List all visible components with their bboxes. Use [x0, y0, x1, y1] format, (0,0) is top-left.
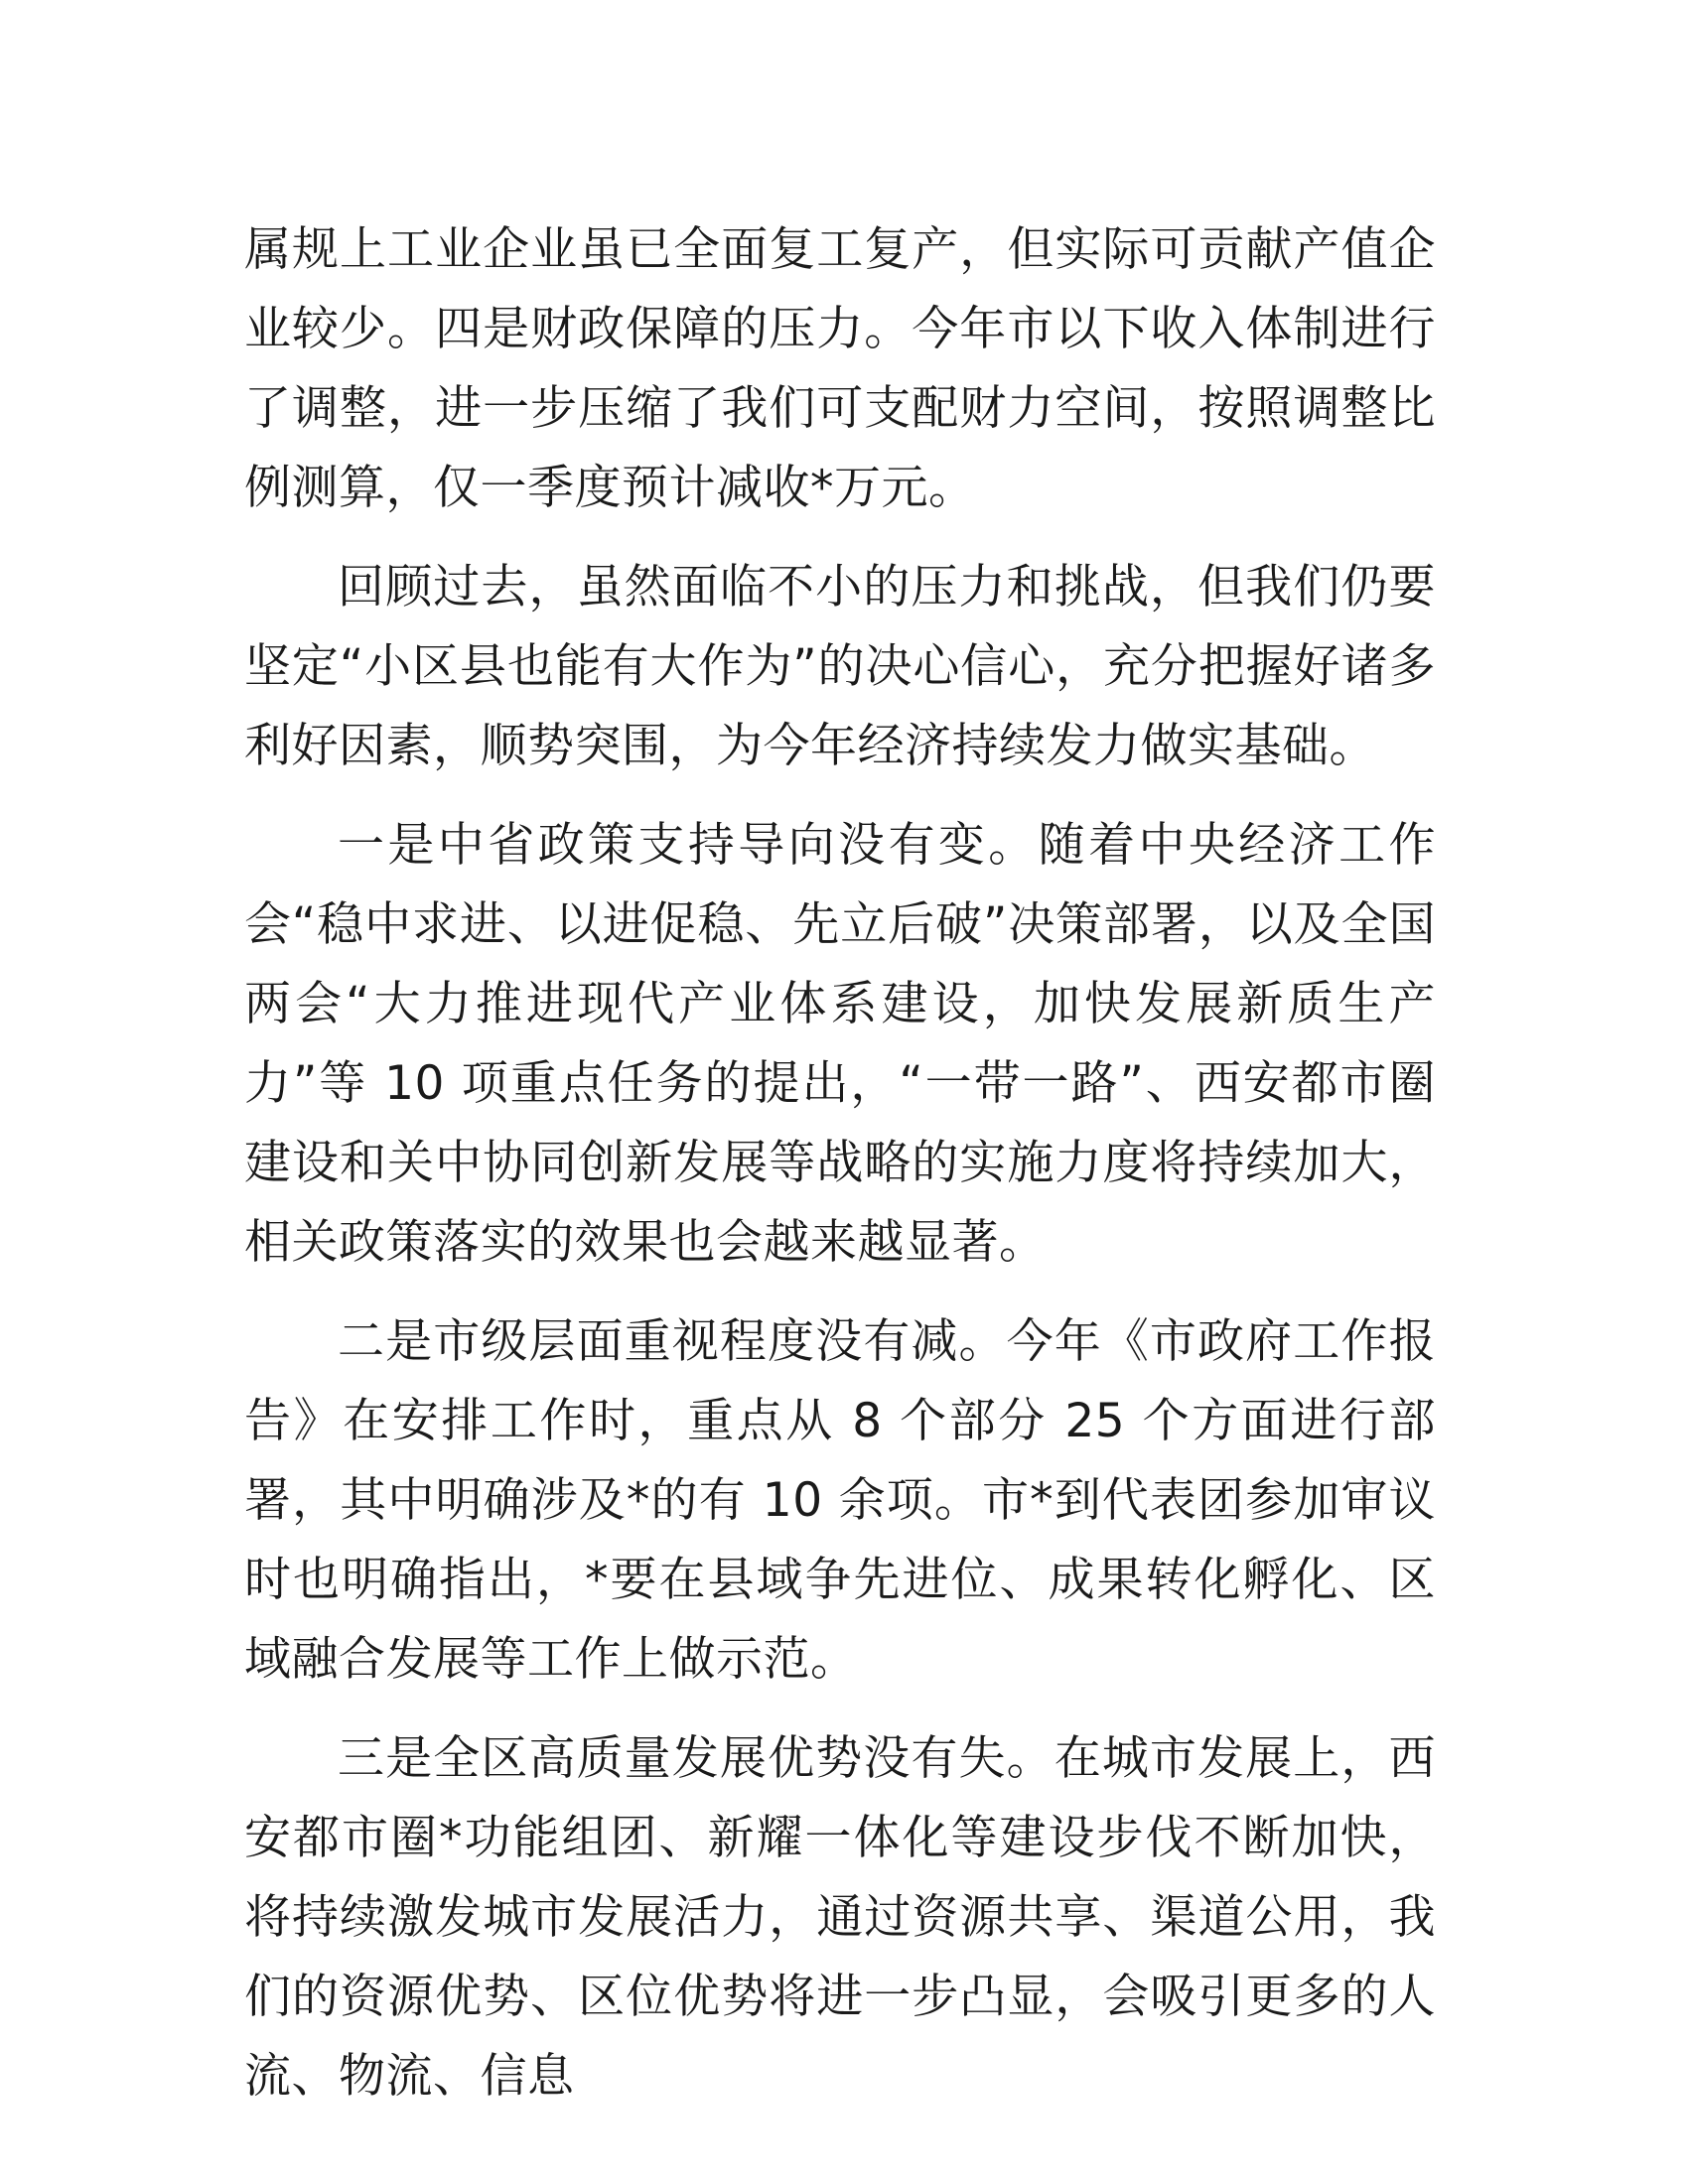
paragraph-continuation: 属规上工业企业虽已全面复工复产，但实际可贡献产值企业较少。四是财政保障的压力。今年市以下收入体制进行了调整，进一步压缩了我们可支配财力空间，按照调整比例测算，仅一季度预计减收*万元。	[244, 222, 1436, 515]
document-page	[244, 210, 1436, 2136]
paragraph-point-one: 一是中省政策支持导向没有变。随着中央经济工作会“稳中求进、以进促稳、先立后破”决策部署，以及全国两会“大力推进现代产业体系建设，加快发展新质生产力”等 10 项重点任务的提出，“一带一路”、西安都市圈建设和关中协同创新发展等战略的实施力度将持续加大，相关政策落实的效果也会越来越显著。	[244, 818, 1436, 1270]
paragraph-point-three: 三是全区高质量发展优势没有失。在城市发展上，西安都市圈*功能组团、新耀一体化等建设步伐不断加快，将持续激发城市发展活力，通过资源共享、渠道公用，我们的资源优势、区位优势将进一步凸显，会吸引更多的人流、物流、信息	[244, 1731, 1436, 2104]
paragraph-point-two: 二是市级层面重视程度没有减。今年《市政府工作报告》在安排工作时，重点从 8 个部分 25 个方面进行部署，其中明确涉及*的有 10 余项。市*到代表团参加审议时也明确指出，*要在县域争先进位、成果转化孵化、区域融合发展等工作上做示范。	[244, 1314, 1436, 1687]
paragraph-review: 回顾过去，虽然面临不小的压力和挑战，但我们仍要坚定“小区县也能有大作为”的决心信心，充分把握好诸多利好因素，顺势突围，为今年经济持续发力做实基础。	[244, 560, 1436, 773]
